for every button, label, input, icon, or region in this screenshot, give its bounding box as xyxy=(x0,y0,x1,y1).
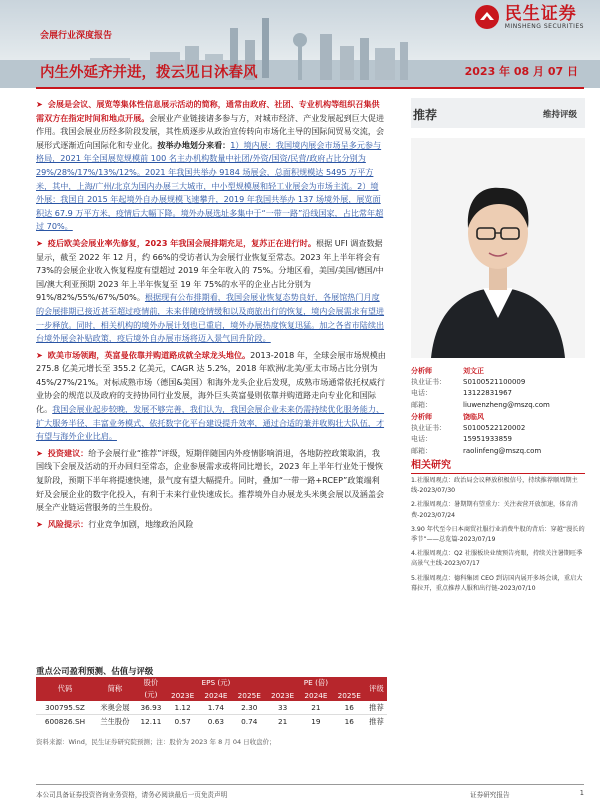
col-pe-2023: 2023E xyxy=(266,689,299,701)
analyst-photo xyxy=(411,138,585,358)
rating-status: 维持评级 xyxy=(542,110,577,120)
footer-divider xyxy=(36,784,584,785)
col-eps-2023: 2023E xyxy=(166,689,199,701)
table-header-row-1 xyxy=(36,677,387,689)
related-research-title: 相关研究 xyxy=(411,456,585,474)
table-row: 300795.SZ 米奥会展 36.93 1.12 1.74 2.30 33 21 16 推荐 xyxy=(36,701,387,715)
logo-text xyxy=(505,5,584,30)
table-title: 重点公司盈利预测、估值与评级 xyxy=(36,666,154,676)
broker-logo xyxy=(474,4,584,30)
col-price: 股价 xyxy=(136,677,166,689)
report-type: 会展行业深度报告 xyxy=(40,31,113,41)
related-link[interactable]: 3.90 年代至今日本商贸社服行业消费牛股的背后：穿越“漫长的季节”——总览篇-2023/07/19 xyxy=(411,525,585,544)
arrow-icon: ➤ xyxy=(36,518,43,529)
analyst-name: 刘文正 xyxy=(463,367,484,375)
logo-en: MINSHENG SECURITIES xyxy=(504,22,584,30)
col-pe: PE (倍) xyxy=(266,677,366,689)
arrow-icon: ➤ xyxy=(36,237,43,248)
footer-disclaimer: 本公司具备证券投资咨询业务资格，请务必阅读最后一页免责声明 xyxy=(36,791,228,799)
col-price-unit: (元) xyxy=(136,689,166,701)
col-eps: EPS (元) xyxy=(166,677,266,689)
logo-mark-icon xyxy=(474,4,500,30)
arrow-icon: ➤ xyxy=(36,447,43,458)
related-link[interactable]: 2.社服周观点：暑期期有望重力：关注表营开放加速，体育消费-2023/07/24 xyxy=(411,501,578,519)
table-row: 600826.SH 兰生股份 12.11 0.57 0.63 0.74 21 19 16 推荐 xyxy=(44,716,384,726)
header-divider xyxy=(36,87,584,89)
col-name: 简称 xyxy=(94,677,136,701)
analyst-name: 饶临风 xyxy=(463,413,484,421)
col-pe-2024: 2024E xyxy=(299,689,332,701)
forecast-table xyxy=(36,677,387,728)
rating-label: 推荐 xyxy=(413,108,438,122)
paragraph-overview: ➤ 会展是会议、展览等集体性信息展示活动的简称，通常由政府、社团、专业机构等组织召集供需双方在指定时间和地点开展。会展业产业链接诸多参与方，对城市经济、产业发展起到巨大促进作用。我国会展业历经多阶段发展，其性质逐步从政治宣传转向市场化主导的国际间贸易交流，会展形式逐渐近向国际化和专业化。按举办地划分来看：1）境内展：我国境内展会市场呈多元参与格局，2021 年全国展览规模前 100 名主办机构数量中社团/外资/国资/民营/政府占比分别为 29%/28%/17%/13%/12%。2021 年我国共举办 9184 场展会，总面积规模达 5495 万平方米，其中，上海/广州/北京为国内办展三大城市，中小型规模展和轻工业展会为市场主流。2）境外展：我国自 2015 年起境外自办展规模飞速攀升，2019 年我国共举办 137 场境外展，展览面积达 67.9 万平方米，疫情后大幅下降。境外办展选址多集中于“一带一路”沿线国家，占比常年超过 70%。 xyxy=(36,99,385,232)
arrow-icon: ➤ xyxy=(36,349,43,360)
paragraph-recovery: ➤ 疫后欧美会展业率先修复，2023 年我国会展排期充足，复苏正在进行时。根据 UFI 调查数据显示，截至 2022 年 12 月，约 66%的受访者认为会展行业恢复至常态。2023 年上半年将会有 73%的会展企业收入恢复程度有望超过 2019 年全年收入的 75%。分地区看，美国/美国/德国/中国/澳大利亚预期 2023 年上半年恢复至 19 年 75%的水平的企业占比分别为 91%/82%/55%/67%/50%。根据现有公布排期看，我国会展业恢复态势良好，各展馆热门月度的会展排期已接近甚至超过疫情前，未来伴随疫情缓和以及商旅出行的恢复，境内会展需求有望进一步释放。同时，相关机构的境外办展计划也已重启，境外办展热度恢复迅猛。加之各省市陆续出台境外展会补贴政策，疫后境外自办展市场将迈入景气回升阶段。 xyxy=(36,237,385,344)
rating-box xyxy=(411,98,585,128)
logo-cn: 民生证券 xyxy=(504,3,577,24)
report-date: 2023 年 08 月 07 日 xyxy=(464,65,578,78)
analyst-card-1: 分析师 刘文正 执业证书： S0100521100009 电话： 13122831967 邮箱： liuwenzheng@mszq.com xyxy=(411,367,550,409)
col-pe-2025: 2025E xyxy=(333,689,366,701)
page-number: 1 xyxy=(579,789,584,797)
paragraph-investment: ➤ 投资建议：给予会展行业“推荐”评级，短期伴随国内外疫情影响消退，各地防控政策取消，我国线下会展及活动的开办回归至常态，企业参展需求或将同比增长，2023 年上半年行业处于慢恢复阶段，预期下半年将提速快速，景气度有望大幅提升。同时，叠加“一带一路+RCEP”政策端利好及会展企业的数字化投入，有利于未来行业快速成长。推荐境外自办展龙头米奥会展以及涵盖会展全产业链运营服务的兰生股份。 xyxy=(36,447,385,513)
col-eps-2024: 2024E xyxy=(199,689,232,701)
report-body xyxy=(36,98,386,534)
col-rating: 评级 xyxy=(366,677,387,701)
page-title: 内生外延齐并进，拨云见日沐春风 xyxy=(40,65,258,81)
related-link[interactable]: 5.社服周观点：德科集团 CEO 到访国内展开多场会谈，重启大幕拉开，重点推荐人服和出行链-2023/07/10 xyxy=(411,574,583,592)
table-source-note: 资料来源：Wind，民生证券研究院预测；注：股价为 2023 年 8 月 04 日收盘价； xyxy=(36,738,276,746)
analyst-card-2: 分析师 饶临风 执业证书： S0100522120002 电话： 15951933859 邮箱： raolinfeng@mszq.com xyxy=(411,413,542,455)
related-research-list xyxy=(411,476,585,598)
analyst-email[interactable]: liuwenzheng@mszq.com xyxy=(463,400,550,409)
col-code: 代码 xyxy=(36,677,94,701)
related-link[interactable]: 1.社服周观点：政治局会议释放积极信号，持续推荐顺周期主线-2023/07/30 xyxy=(411,477,578,495)
arrow-icon: ➤ xyxy=(36,99,43,109)
paragraph-risk: ➤ 风险提示：行业竞争加剧，地缘政治风险 xyxy=(36,518,194,529)
paragraph-overseas: ➤ 欧美市场领跑，英富曼依靠并购道路成就全球龙头地位。2013-2018 年，全球会展市场规模由 275.8 亿美元增长至 355.2 亿美元，CAGR 达 5.2%，2018 年欧洲/北美/亚太市场占比分别为 45%/27%/21%。对标成熟市场（德国&美国）和海外龙头企业后发现，成熟市场通常依托权威行业协会的规范以及政府的支持协同行业发展，海外巨头英富曼则依靠并购道路走向专业化和国际化。我国会展业起步较晚，发展不够完善，我们认为，我国会展企业未来仍需持续优化服务能力、扩大服务半径、丰富业务模式、依托数字化平台建设提升效率，通过合适的兼并收购壮大队伍，才有望与海外企业比肩。 xyxy=(36,349,386,442)
footer-doc-type: 证券研究报告 xyxy=(470,791,510,799)
analyst-email[interactable]: raolinfeng@mszq.com xyxy=(463,446,542,455)
related-link[interactable]: 4.社服周观点：Q2 社服板块业绩预告亮眼，持续关注暑期旺季高景气主线-2023/07/17 xyxy=(411,550,583,568)
col-eps-2025: 2025E xyxy=(233,689,266,701)
